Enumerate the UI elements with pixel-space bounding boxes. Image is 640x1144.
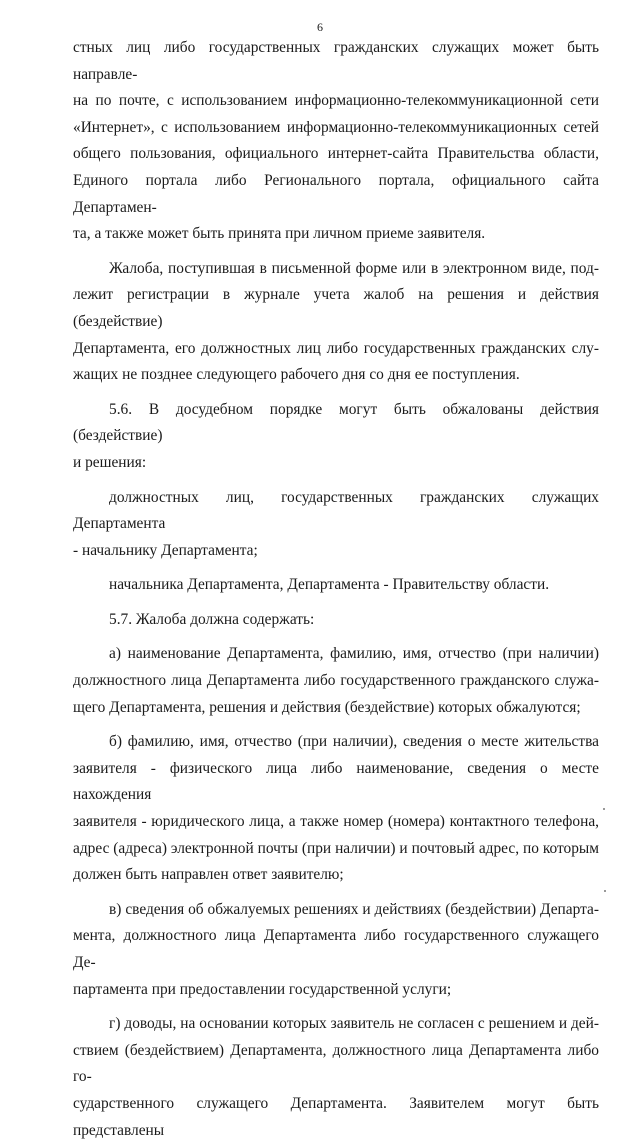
scan-speck [604,890,606,892]
text-line: Единого портала либо Регионального портала, официального сайта Департамен- [73,171,599,216]
text-line: Жалоба, поступившая в письменной форме или в электронном виде, под- [109,259,599,277]
text-line: а) наименование Департамента, фамилию, имя, отчество (при наличии) [109,645,599,663]
text-line: на по почте, с использованием информационно-телекоммуникационной сети [73,92,599,110]
text-line: должен быть направлен ответ заявителю; [73,866,344,884]
text-line: жащих не позднее следующего рабочего дня со дня ее поступления. [73,366,520,384]
paragraph-item-b [73,729,599,889]
text-line: начальника Департамента, Департамента - Правительству области. [109,576,550,594]
paragraph-5-6 [73,397,599,477]
text-line: 5.6. В досудебном порядке могут быть обжалованы действия (бездействие) [73,400,599,445]
text-line: партамента при предоставлении государственной услуги; [73,980,452,998]
text-line: заявителя - юридического лица, а также номер (номера) контактного телефона, [73,813,599,831]
scan-speck [603,808,605,810]
text-line: «Интернет», с использованием информационно-телекоммуникационных сетей [73,118,599,136]
paragraph-5-7 [73,607,599,634]
text-line: ствием (бездействием) Департамента, должностного лица Департамента либо го- [73,1041,599,1086]
page-number: 6 [317,20,323,34]
paragraph-item-a [73,641,599,721]
text-line: - начальнику Департамента; [73,541,258,559]
paragraph-item-v [73,897,599,1003]
text-line: г) доводы, на основании которых заявитель не согласен с решением и дей- [109,1015,599,1033]
text-line: щего Департамента, решения и действия (бездействие) которых обжалуются; [73,698,581,716]
text-line: стных лиц либо государственных гражданских служащих может быть направле- [73,39,599,83]
text-line: сударственного служащего Департамента. Заявителем могут быть представлены [73,1094,599,1139]
paragraph-item-g [73,1011,599,1144]
text-line: та, а также может быть принята при личном приеме заявителя. [73,225,486,243]
text-line: б) фамилию, имя, отчество (при наличии), сведения о месте жительства [109,733,599,751]
text-line: должностного лица Департамента либо государственного гражданского служа- [73,672,599,690]
text-line: общего пользования, официального интернет-сайта Правительства области, [73,145,599,163]
paragraph-officials [73,485,599,565]
text-line: лежит регистрации в журнале учета жалоб на решения и действия (бездействие) [73,286,599,330]
paragraph-head [73,572,599,599]
paragraph-1 [73,35,599,248]
paragraph-2 [73,256,599,389]
text-line: адрес (адреса) электронной почты (при наличии) и почтовый адрес, по которым [73,839,599,857]
text-line: мента, должностного лица Департамента либо государственного служащего Де- [73,927,599,971]
text-line: заявителя - физического лица либо наименование, сведения о месте нахождения [73,759,599,804]
text-line: Департамента, его должностных лиц либо государственных гражданских слу- [73,339,599,357]
document-body [73,35,599,1144]
text-line: в) сведения об обжалуемых решениях и действиях (бездействии) Департа- [109,900,599,918]
text-line: 5.7. Жалоба должна содержать: [109,610,315,628]
text-line: должностных лиц, государственных гражданских служащих Департамента [73,488,599,533]
text-line: и решения: [73,453,147,471]
